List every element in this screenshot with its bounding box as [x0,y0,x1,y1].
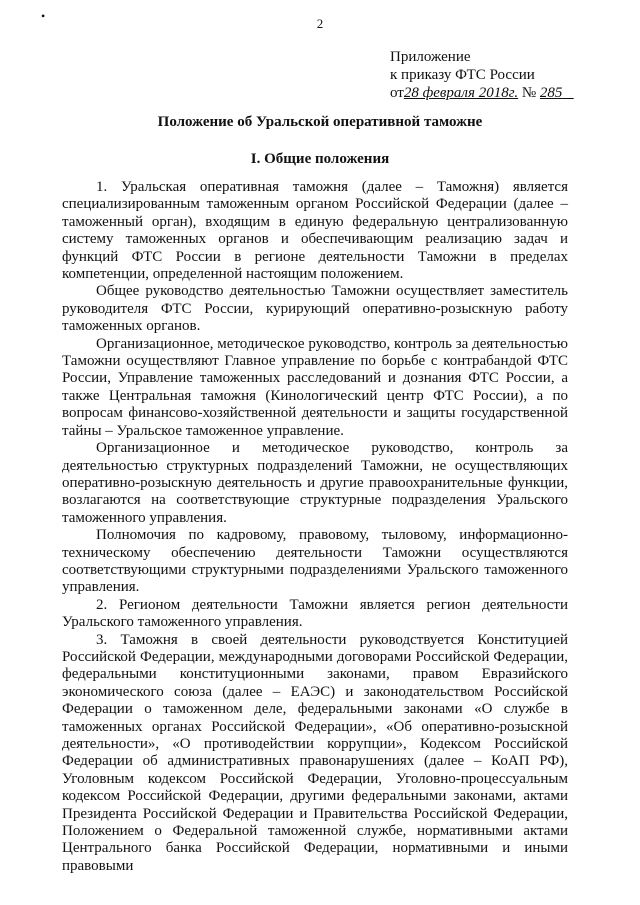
document-title: Положение об Уральской оперативной таможне [157,114,483,130]
appendix-order-date: 28 февраля 2018г. [403,85,519,101]
paragraph: Общее руководство деятельностью Таможни осуществляет заместитель руководителя ФТС России, курирующий оперативно-розыскную работу таможенных органов. [62,283,568,335]
appendix-order-number: 285 [539,85,563,101]
appendix-order-date-line [390,84,574,102]
document-body [62,179,568,875]
page-number: 2 [316,16,324,31]
corner-mark: • [41,9,46,23]
appendix-number-underline [562,85,573,101]
paragraph: Полномочия по кадровому, правовому, тыловому, информационно-техническому обеспечению деятельности Таможни осуществляются соответствующими структурными подразделениями Уральского таможенного управления. [62,527,568,596]
paragraph: 2. Регионом деятельности Таможни является регион деятельности Уральского таможенного управления. [62,596,568,631]
appendix-from-word: от [390,85,404,101]
appendix-label: Приложение [390,49,471,65]
paragraph: Организационное, методическое руководство, контроль за деятельностью Таможни осуществляют Главное управление по борьбе с контрабандой ФТС России, Управление таможенных расследований и дознания ФТС России, а также Центральная таможня (Кинологический центр ФТС России), а по вопросам финансово-хозяйственной деятельности и защиты государственной тайны – Уральское таможенное управление. [62,335,568,439]
appendix-block [390,48,574,102]
paragraph: 3. Таможня в своей деятельности руководствуется Конституцией Российской Федерации, международными договорами Российской Федерации, федеральными конституционными законами, правом Евразийского экономического союза (далее – ЕАЭС) и законодательством Российской Федерации о таможенном деле, федеральными законами «О службе в таможенных органах Российской Федерации», «Об оперативно-розыскной деятельности», «О противодействии коррупции», Кодексом Российской Федерации об административных правонарушениях (далее – КоАП РФ), Уголовным кодексом Российской Федерации, Уголовно-процессуальным кодексом Российской Федерации, другими федеральными законами, актами Президента Российской Федерации и Правительства Российской Федерации, Положением о Федеральной таможенной службе, нормативными актами Центрального банка Российской Федерации, нормативными и иными правовыми [62,631,568,874]
appendix-number-label: № [521,85,537,101]
paragraph: Организационное и методическое руководство, контроль за деятельностью структурных подразделений Таможни, не осуществляющих оперативно-розыскную деятельность и другие правоохранительные функции, возлагаются на соответствующие структурные подразделения Уральского таможенного управления. [62,440,568,526]
appendix-order-ref: к приказу ФТС России [390,67,535,83]
paragraph: 1. Уральская оперативная таможня (далее – Таможня) является специализированным таможенным органом Российской Федерации (далее – таможенный орган), входящим в единую федеральную централизованную систему таможенных органов и обеспечивающим реализацию задач и функций ФТС России в регионе деятельности Таможни в пределах компетенции, определенной настоящим положением. [62,179,568,283]
section-title: I. Общие положения [250,151,390,167]
